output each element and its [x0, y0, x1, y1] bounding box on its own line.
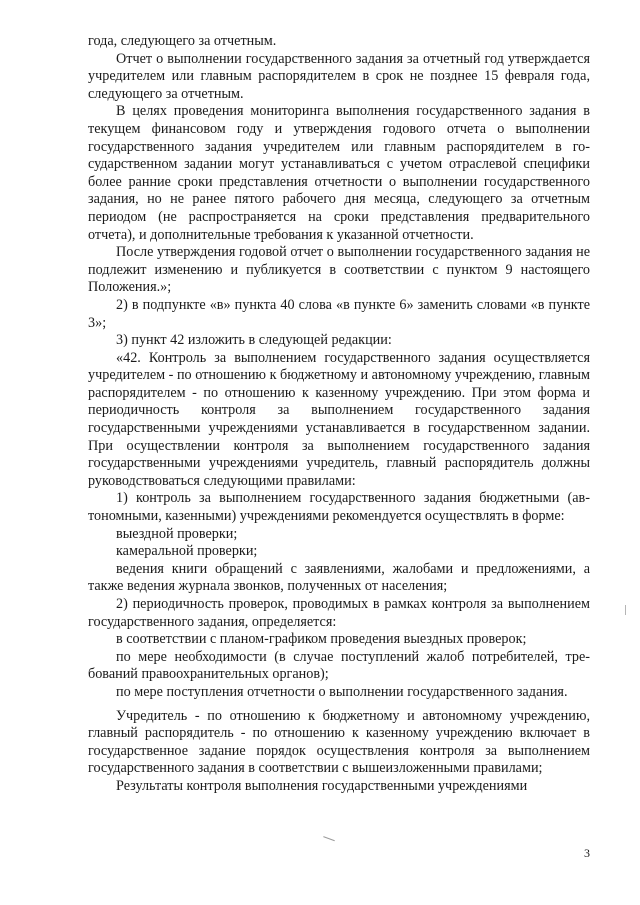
paragraph-item-3: 3) пункт 42 изложить в следующей редакции:	[116, 332, 392, 349]
paragraph-after-approval: После утверждения годовой отчет о выполнении государственного задания не подлежит изменению и публикуется в соответствии с пунктом 9 настоящего Положения.»;	[88, 244, 590, 296]
list-item-on-reporting: по мере поступления отчетности о выполнении государственного задания.	[116, 683, 568, 700]
scan-artifact	[321, 836, 335, 847]
paragraph-rule-2: 2) периодичность проверок, проводимых в рамках контроля за выполнением государственного задания, определяется:	[88, 596, 590, 630]
page-number: 3	[584, 846, 590, 860]
scan-edge-artifact	[625, 605, 626, 615]
paragraph-annual-report-deadline: Отчет о выполнении государственного задания за отчетный год утверждается учредителем или главным распорядителем в срок не позднее 15 февраля года, следующего за отчетным.	[88, 50, 590, 102]
paragraph-founder-includes: Учредитель - по отношению к бюджетному и автономному учреждению, главный распорядитель - по отношению к казенному учреждению включает в государственное задание порядок осуществления контроля за выполнением государственного задания в соответствии с вышеизложенными правилами;	[88, 707, 590, 777]
paragraph-monitoring: В целях проведения мониторинга выполнения государственного задания в текущем финансовом году и утверждения годового отчета о выполнении государственного задания учредителем или главным распорядителем в государственном задании могут устанавливаться с учетом отраслевой специфики более ранние сроки представления отчетности о выполнении государственного задания, но не ранее пятого рабочего дня месяца, следующего за отчетным периодом (не распространяется на сроки представления предварительного отчета), и дополнительные требования к указанной отчетности.	[88, 103, 590, 243]
paragraph-continuation: года, следующего за отчетным.	[88, 33, 277, 49]
paragraph-item-2: 2) в подпункте «в» пункта 40 слова «в пункте 6» заменить словами «в пункте 3»;	[88, 296, 590, 331]
paragraph-control-results: Результаты контроля выполнения государственными учреждениями	[116, 777, 528, 794]
list-item-desk-inspection: камеральной проверки;	[116, 543, 258, 560]
list-item-schedule: в соответствии с планом-графиком проведения выездных проверок;	[116, 631, 527, 648]
document-body	[88, 33, 590, 796]
list-item-complaints-book: ведения книги обращений с заявлениями, жалобами и предложениями, а также ведения журнала звонков, полученных от населения;	[88, 560, 590, 595]
paragraph-rule-1: 1) контроль за выполнением государственного задания бюджетными (автономными, казенными) учреждениями рекомендуется осуществлять в форме:	[88, 490, 590, 525]
list-item-as-needed: по мере необходимости (в случае поступлений жалоб потребителей, требований правоохранительных органов);	[88, 648, 590, 683]
paragraph-clause-42: «42. Контроль за выполнением государственного задания осуществляется учредителем - по отношению к бюджетному и автономному учреждению, главным распорядителем - по отношению к казенному учреждению. При этом форма и периодичность контроля за выполнением государственного задания государственными учреждениями устанавливается в государственном задании. При осуществлении контроля за выполнением государственного задания государственными учреждениями учредитель, главный распорядитель должны руководствоваться следующими правилами:	[88, 349, 590, 489]
list-item-field-inspection: выездной проверки;	[116, 525, 238, 542]
